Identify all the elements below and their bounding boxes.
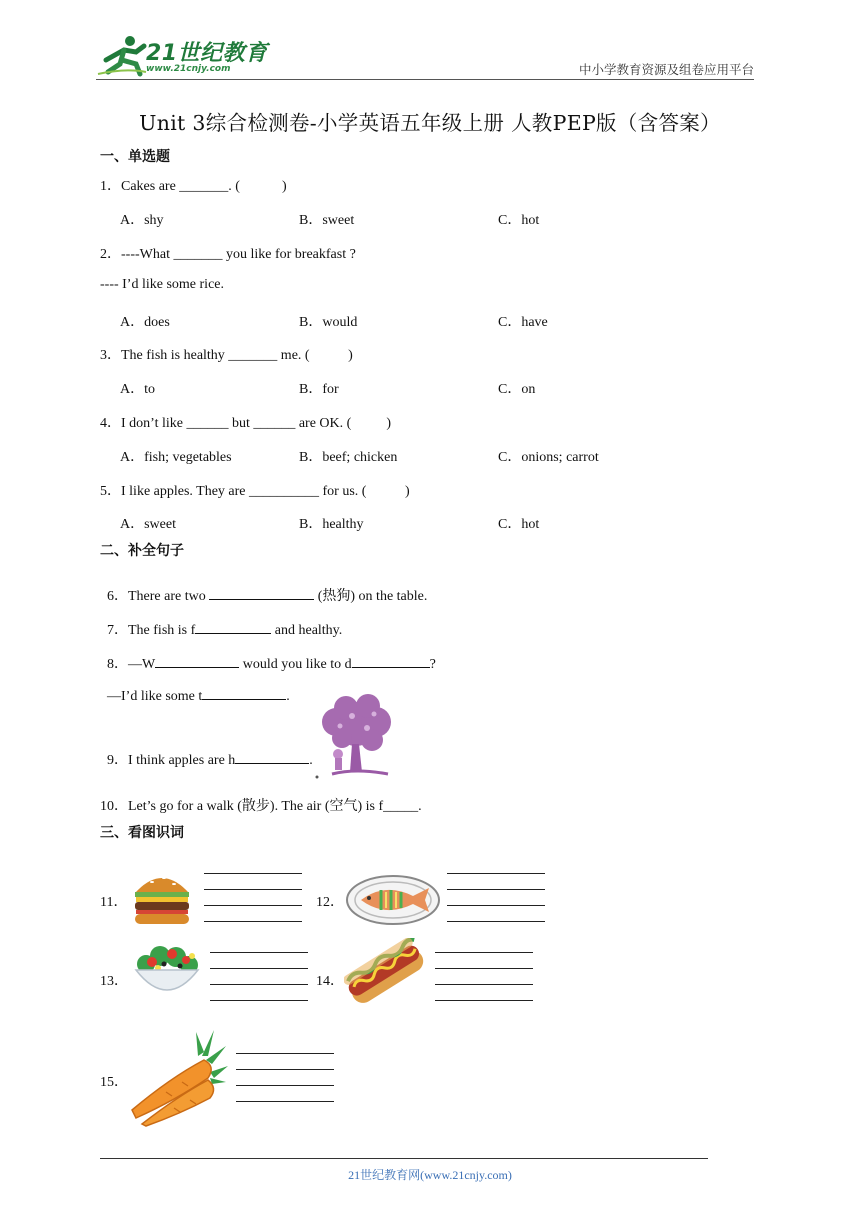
q5-option-b: B．healthy bbox=[299, 517, 364, 532]
q4-option-a: A．fish; vegetables bbox=[120, 450, 232, 465]
question-15-number: 15． bbox=[100, 1075, 128, 1090]
q8-answer-blank[interactable] bbox=[202, 687, 286, 700]
q8-answer-end: . bbox=[286, 689, 290, 704]
question-8-answer bbox=[100, 671, 290, 705]
q7-blank[interactable] bbox=[195, 621, 271, 634]
q1-option-a: A．shy bbox=[120, 213, 164, 228]
q2-option-c: C．have bbox=[498, 315, 548, 330]
logo-text: 21世纪教育 bbox=[146, 41, 268, 66]
question-13-number: 13． bbox=[100, 974, 128, 989]
header-divider bbox=[96, 79, 754, 80]
q6-blank[interactable] bbox=[209, 587, 314, 600]
q8-answer-text: —I’d like some t bbox=[107, 689, 203, 704]
q11-answer-lines[interactable] bbox=[204, 873, 302, 937]
q15-answer-lines[interactable] bbox=[236, 1053, 334, 1117]
question-5: 5．I like apples. They are __________ for us. ( ) bbox=[100, 484, 410, 499]
fish-dish-icon bbox=[345, 874, 441, 926]
footer-link[interactable]: 21世纪教育网(www.21cnjy.com) bbox=[348, 1168, 512, 1182]
logo-url: www.21cnjy.com bbox=[146, 64, 231, 74]
question-10: 10．Let’s go for a walk (散步). The air (空气) is f_____. bbox=[100, 799, 422, 814]
q1-option-b: B．sweet bbox=[299, 213, 355, 228]
hot-dog-icon bbox=[344, 938, 428, 1010]
question-9 bbox=[100, 733, 313, 769]
q1-option-c: C．hot bbox=[498, 213, 540, 228]
q9-blank[interactable] bbox=[235, 751, 309, 764]
carrots-icon bbox=[126, 1026, 230, 1128]
question-6 bbox=[100, 569, 427, 605]
hamburger-icon bbox=[130, 868, 194, 928]
q6-text-a: 6．There are two bbox=[107, 589, 210, 604]
apple-tree-icon bbox=[312, 694, 400, 780]
q8-blank-2[interactable] bbox=[352, 655, 430, 668]
question-3: 3．The fish is healthy _______ me. ( ) bbox=[100, 348, 353, 363]
q8-text-c: ? bbox=[429, 657, 436, 672]
question-14-number: 14． bbox=[316, 974, 344, 989]
question-2-answer-line: ---- I’d like some rice. bbox=[100, 277, 224, 292]
question-7 bbox=[100, 603, 342, 639]
q2-option-a: A．does bbox=[120, 315, 170, 330]
q6-text-b: (热狗) on the table. bbox=[314, 589, 428, 604]
q2-option-b: B．would bbox=[299, 315, 358, 330]
section-heading-pictures: 三、看图识词 bbox=[100, 825, 184, 841]
q8-text-b: would you like to d bbox=[239, 657, 352, 672]
q5-option-a: A．sweet bbox=[120, 517, 176, 532]
q7-text-b: and healthy. bbox=[271, 623, 343, 638]
q7-text-a: 7．The fish is f bbox=[107, 623, 196, 638]
question-12-number: 12． bbox=[316, 895, 344, 910]
q8-text-a: 8．—W bbox=[107, 657, 156, 672]
question-4: 4．I don’t like ______ but ______ are OK. ( ) bbox=[100, 416, 391, 431]
footer-divider bbox=[100, 1158, 708, 1159]
q8-blank-1[interactable] bbox=[155, 655, 239, 668]
q14-answer-lines[interactable] bbox=[435, 952, 533, 1016]
q4-option-c: C．onions; carrot bbox=[498, 450, 599, 465]
q9-text-a: 9．I think apples are h bbox=[107, 753, 236, 768]
question-2: 2．----What _______ you like for breakfast ? bbox=[100, 247, 356, 262]
question-8 bbox=[100, 637, 436, 673]
header-tagline: 中小学教育资源及组卷应用平台 bbox=[578, 62, 754, 77]
question-11-number: 11． bbox=[100, 895, 128, 910]
q3-option-c: C．on bbox=[498, 382, 536, 397]
q13-answer-lines[interactable] bbox=[210, 952, 308, 1016]
question-1: 1．Cakes are _______. ( ) bbox=[100, 179, 287, 194]
q9-text-b: . bbox=[309, 753, 313, 768]
q3-option-a: A．to bbox=[120, 382, 155, 397]
page-title: Unit 3综合检测卷-小学英语五年级上册 人教PEP版（含答案） bbox=[139, 111, 721, 135]
section-heading-mcq: 一、单选题 bbox=[100, 149, 170, 165]
q12-answer-lines[interactable] bbox=[447, 873, 545, 937]
q5-option-c: C．hot bbox=[498, 517, 540, 532]
salad-bowl-icon bbox=[132, 944, 202, 1006]
section-heading-fill: 二、补全句子 bbox=[100, 543, 184, 559]
q4-option-b: B．beef; chicken bbox=[299, 450, 398, 465]
q3-option-b: B．for bbox=[299, 382, 339, 397]
